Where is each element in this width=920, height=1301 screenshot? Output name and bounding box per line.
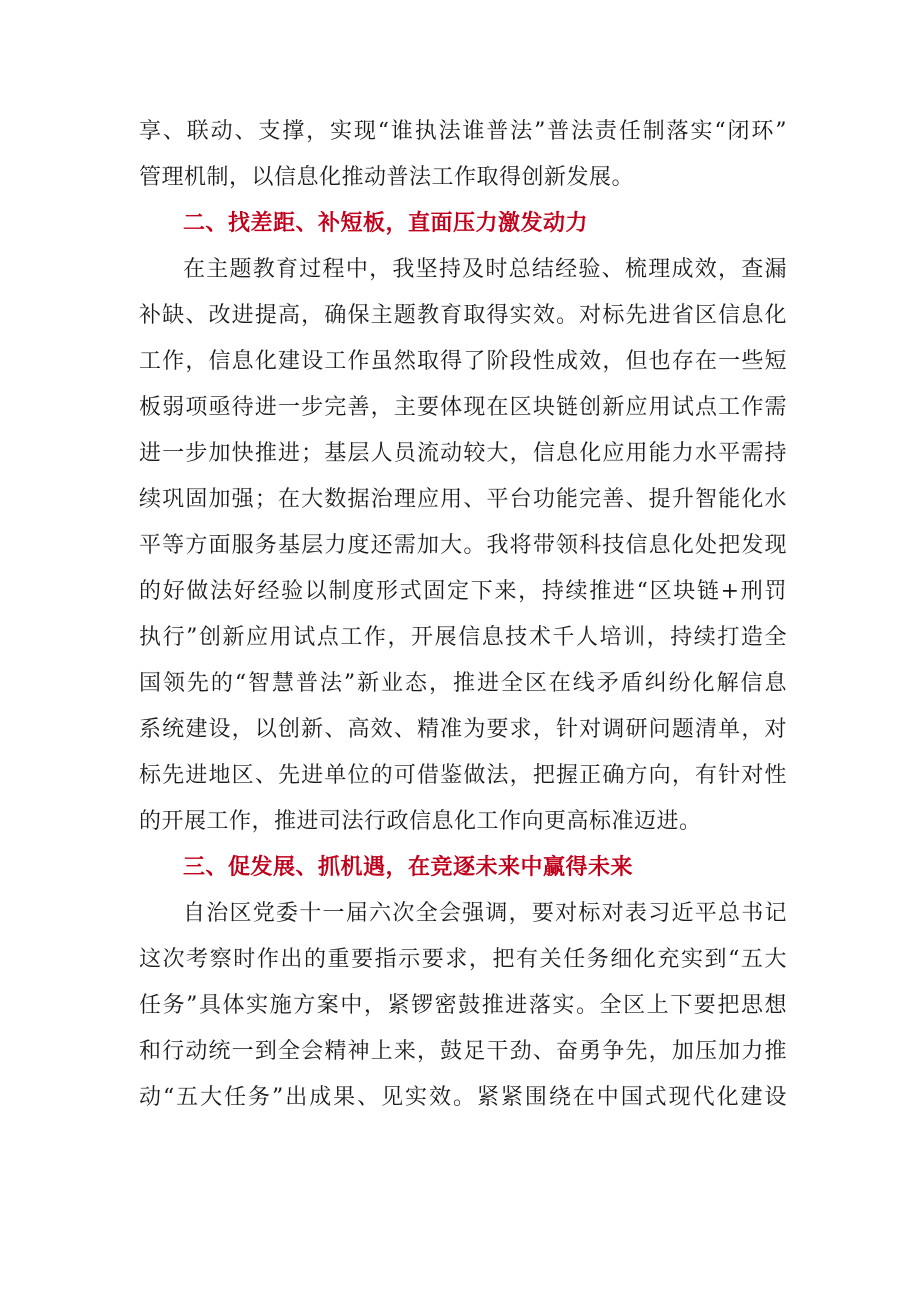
paragraph-line: 在主题教育过程中，我坚持及时总结经验、梳理成效，查漏: [183, 257, 787, 282]
paragraph-line: 进一步加快推进；基层人员流动较大，信息化应用能力水平需持: [139, 441, 787, 466]
document-body: [139, 109, 787, 1121]
paragraph-line: 平等方面服务基层力度还需加大。我将带领科技信息化处把发现: [139, 533, 787, 558]
paragraph-line: 标先进地区、先进单位的可借鉴做法，把握正确方向，有针对性: [139, 763, 787, 788]
paragraph-line: 国领先的“智慧普法”新业态，推进全区在线矛盾纠纷化解信息: [139, 671, 787, 696]
paragraph-line: 管理机制，以信息化推动普法工作取得创新发展。: [139, 165, 635, 190]
paragraph-line: 板弱项亟待进一步完善，主要体现在区块链创新应用试点工作需: [139, 395, 787, 420]
paragraph-line: 的好做法好经验以制度形式固定下来，持续推进“区块链+刑罚: [139, 579, 787, 604]
paragraph-line: 和行动统一到全会精神上来，鼓足干劲、奋勇争先，加压加力推: [139, 1039, 787, 1064]
paragraph-line: 享、联动、支撑，实现“谁执法谁普法”普法责任制落实“闭环”: [139, 119, 787, 144]
paragraph-line: 执行”创新应用试点工作，开展信息技术千人培训，持续打造全: [139, 625, 787, 650]
paragraph-line: 任务”具体实施方案中，紧锣密鼓推进落实。全区上下要把思想: [139, 993, 787, 1018]
paragraph-line: 自治区党委十一届六次全会强调，要对标对表习近平总书记: [183, 901, 787, 926]
paragraph-line: 动“五大任务”出成果、见实效。紧紧围绕在中国式现代化建设: [139, 1085, 787, 1110]
paragraph-line: 系统建设，以创新、高效、精准为要求，针对调研问题清单，对: [139, 717, 787, 742]
section-heading-2: 二、找差距、补短板，直面压力激发动力: [183, 211, 589, 236]
paragraph-line: 工作，信息化建设工作虽然取得了阶段性成效，但也存在一些短: [139, 349, 787, 374]
paragraph-line: 的开展工作，推进司法行政信息化工作向更高标准迈进。: [139, 809, 702, 834]
section-heading-3: 三、促发展、抓机遇，在竞逐未来中赢得未来: [183, 855, 634, 880]
paragraph-line: 这次考察时作出的重要指示要求，把有关任务细化充实到“五大: [139, 947, 787, 972]
paragraph-line: 续巩固加强；在大数据治理应用、平台功能完善、提升智能化水: [139, 487, 787, 512]
paragraph-line: 补缺、改进提高，确保主题教育取得实效。对标先进省区信息化: [139, 303, 787, 328]
